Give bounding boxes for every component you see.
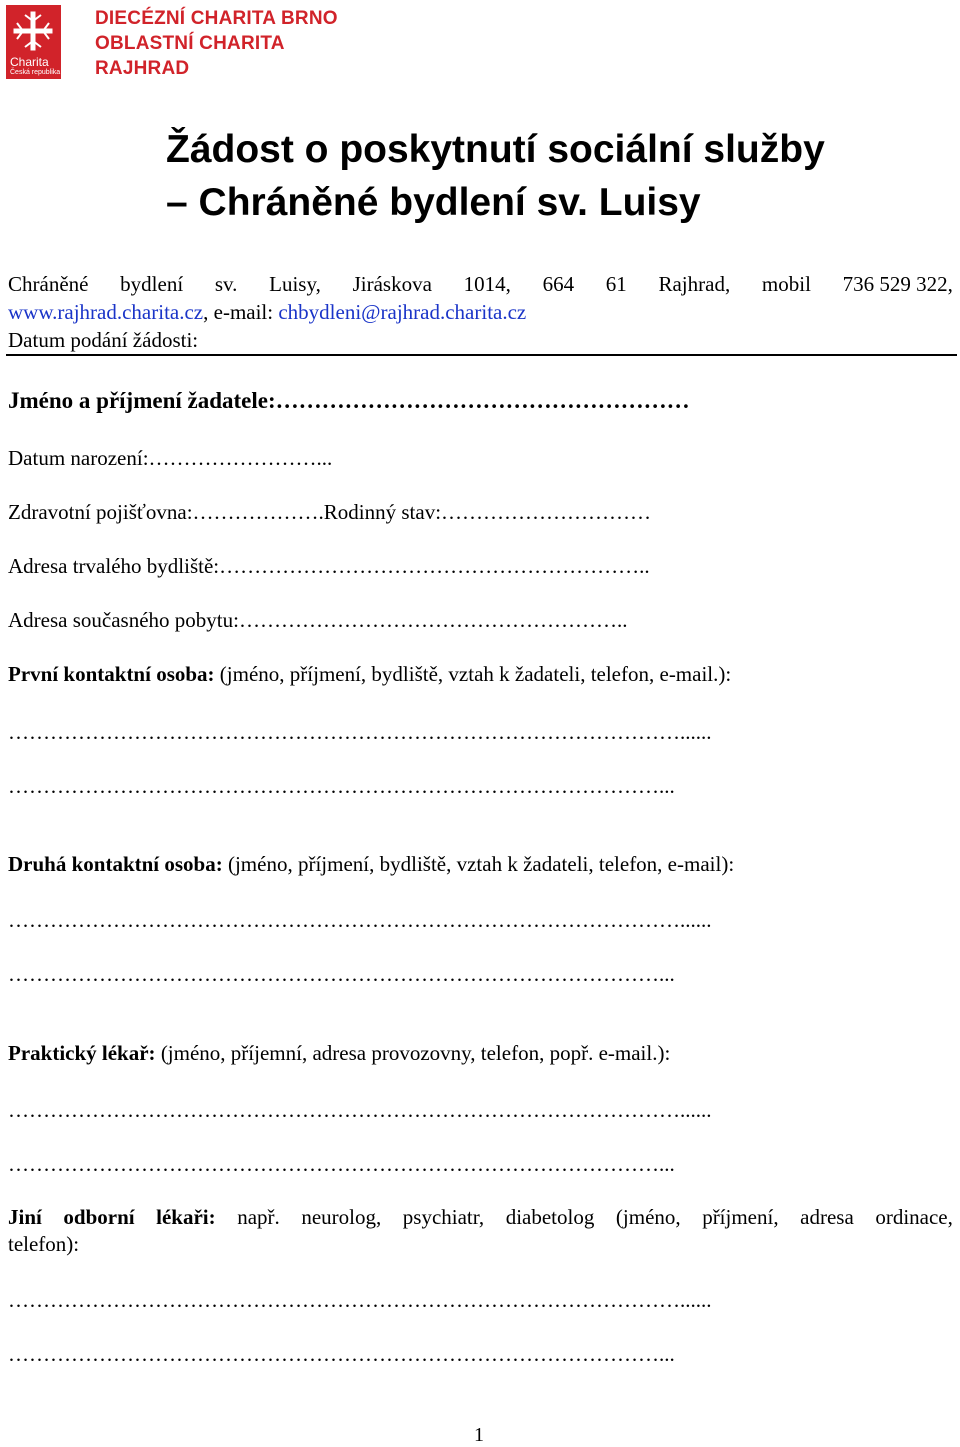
applicant-name-dots: ……………………………………………… [275,388,690,413]
current-address-field[interactable] [8,608,627,633]
doctor-line-1[interactable]: ……………………………………………………………………………………...... [8,1098,712,1122]
birth-date-dots: ……………………... [148,446,333,470]
contact-address-line [8,272,953,297]
logo-word: Charita [10,55,49,69]
first-contact-line-2[interactable]: …………………………………………………………………………………... [8,774,675,798]
contact-word: 61 [605,272,627,296]
contact-word: mobil [761,272,811,296]
logo-country: Česká republika [10,69,61,76]
contact-word: 736 529 322, [842,272,953,296]
second-contact-line-2[interactable]: …………………………………………………………………………………... [8,962,675,986]
divider [6,354,957,356]
specialists-line-1[interactable]: ……………………………………………………………………………………...... [8,1288,712,1312]
first-contact-heading [8,662,731,687]
specialists-word: neurolog, [301,1205,382,1229]
second-contact-label: Druhá kontaktní osoba: [8,852,223,876]
doctor-label: Praktický lékař: [8,1041,156,1065]
marital-status-label: Rodinný stav: [323,500,442,524]
second-contact-line-1[interactable]: ……………………………………………………………………………………...... [8,908,712,932]
marital-status-dots: ………………………… [441,500,652,524]
contact-word: Luisy, [269,272,321,296]
applicant-name-label: Jméno a příjmení žadatele: [8,388,276,413]
first-contact-line-1[interactable]: ……………………………………………………………………………………...... [8,720,712,744]
website-link[interactable]: www.rajhrad.charita.cz [8,300,204,324]
insurance-dots: ………………. [192,500,324,524]
contact-web-line [8,300,526,325]
permanent-address-dots: …………………………………………………….. [219,554,650,578]
birth-date-field[interactable] [8,446,332,471]
birth-date-label: Datum narození: [8,446,149,470]
specialists-word: odborní [63,1205,135,1229]
second-contact-hint: (jméno, příjmení, bydliště, vztah k žadateli, telefon, e-mail): [222,852,735,876]
specialists-line-2[interactable]: …………………………………………………………………………………... [8,1342,675,1366]
permanent-address-field[interactable] [8,554,650,579]
insurance-field[interactable] [8,500,651,525]
contact-word: sv. [214,272,238,296]
charita-cross-icon [13,11,53,51]
doctor-hint: (jméno, příjemní, adresa provozovny, telefon, popř. e-mail.): [155,1041,671,1065]
contact-word: Jiráskova [352,272,432,296]
doctor-heading [8,1041,670,1066]
specialists-heading [8,1205,953,1230]
org-line-1: DIECÉZNÍ CHARITA BRNO [95,8,338,29]
submission-date-label: Datum podání žádosti: [8,328,199,352]
charita-logo [6,5,61,79]
specialists-word: ordinace, [875,1205,953,1229]
specialists-word: lékaři: [156,1205,216,1229]
insurance-label: Zdravotní pojišťovna: [8,500,193,524]
first-contact-label: První kontaktní osoba: [8,662,215,686]
contact-word: Chráněné [8,272,89,296]
specialists-word: příjmení, [702,1205,779,1229]
second-contact-heading [8,852,734,877]
org-line-2: OBLASTNÍ CHARITA [95,33,285,54]
contact-word: 1014, [463,272,511,296]
specialists-heading-line-2: telefon): [8,1232,80,1256]
current-address-dots: ……………………………………………….. [238,608,628,632]
permanent-address-label: Adresa trvalého bydliště: [8,554,220,578]
first-contact-hint: (jméno, příjmení, bydliště, vztah k žadateli, telefon, e-mail.): [214,662,732,686]
page-title-line-1: Žádost o poskytnutí sociální služby [166,128,825,171]
specialists-word: diabetolog [505,1205,595,1229]
email-prefix: , e-mail: [203,300,279,324]
doctor-line-2[interactable]: …………………………………………………………………………………... [8,1152,675,1176]
specialists-word: (jméno, [615,1205,681,1229]
applicant-name-field[interactable] [8,388,690,414]
current-address-label: Adresa současného pobytu: [8,608,239,632]
contact-word: 664 [542,272,575,296]
email-link[interactable]: chbydleni@rajhrad.charita.cz [278,300,527,324]
contact-word: bydlení [120,272,184,296]
specialists-word: např. [237,1205,280,1229]
org-line-3: RAJHRAD [95,58,190,79]
specialists-word: psychiatr, [402,1205,485,1229]
specialists-word: adresa [800,1205,854,1229]
page-title-line-2: – Chráněné bydlení sv. Luisy [166,181,701,224]
page-number: 1 [474,1424,484,1446]
contact-word: Rajhrad, [658,272,731,296]
specialists-word: Jiní [8,1205,42,1229]
